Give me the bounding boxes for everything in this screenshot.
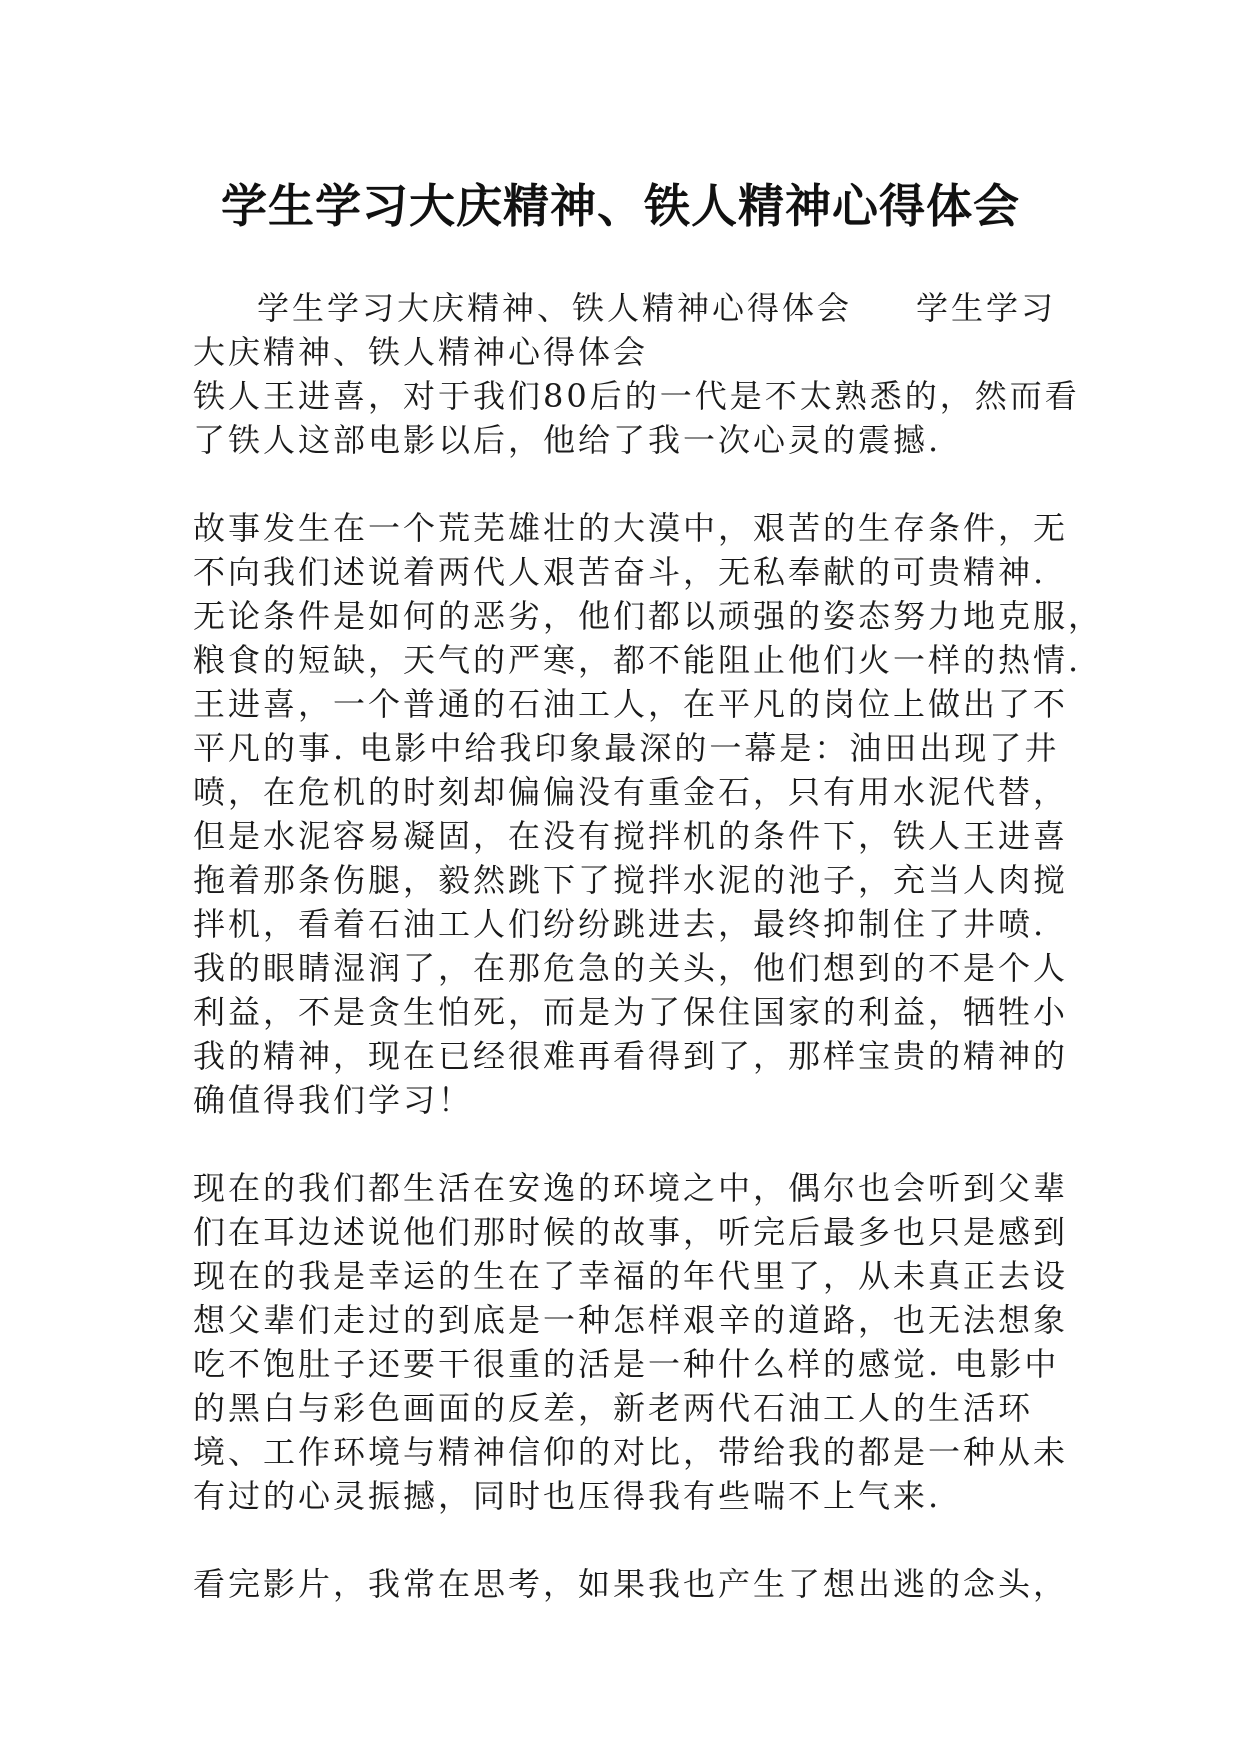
text-line: 拌机，看着石油工人们纷纷跳进去，最终抑制住了井喷.	[193, 905, 1047, 943]
text-line: 故事发生在一个荒芜雄壮的大漠中，艰苦的生存条件，无	[193, 509, 1069, 547]
text-line: 拖着那条伤腿，毅然跳下了搅拌水泥的池子，充当人肉搅	[193, 861, 1069, 899]
text-line: 粮食的短缺，天气的严寒，都不能阻止他们火一样的热情.	[193, 641, 1082, 679]
text-line-segment: 学生学习	[916, 289, 1057, 327]
text-line	[193, 286, 1057, 330]
text-line: 王进喜，一个普通的石油工人，在平凡的岗位上做出了不	[193, 685, 1069, 723]
text-line: 我的精神，现在已经很难再看得到了，那样宝贵的精神的	[193, 1037, 1069, 1075]
text-line: 喷，在危机的时刻却偏偏没有重金石，只有用水泥代替，	[193, 773, 1069, 811]
text-line-segment: 学生学习大庆精神、铁人精神心得体会	[257, 289, 853, 327]
paragraph-gap	[193, 462, 1038, 506]
text-line: 我的眼睛湿润了，在那危急的关头，他们想到的不是个人	[193, 949, 1069, 987]
text-line: 境、工作环境与精神信仰的对比，带给我的都是一种从未	[193, 1433, 1069, 1471]
text-line: 了铁人这部电影以后，他给了我一次心灵的震撼.	[193, 421, 942, 459]
text-line: 有过的心灵振撼，同时也压得我有些喘不上气来.	[193, 1477, 942, 1515]
text-line: 平凡的事. 电影中给我印象最深的一幕是：油田出现了井	[193, 729, 1060, 767]
page-title: 学生学习大庆精神、铁人精神心得体会	[221, 179, 1020, 233]
text-line: 现在的我们都生活在安逸的环境之中，偶尔也会听到父辈	[193, 1169, 1069, 1207]
text-line: 们在耳边述说他们那时候的故事，听完后最多也只是感到	[193, 1213, 1069, 1251]
text-line: 利益，不是贪生怕死，而是为了保住国家的利益，牺牲小	[193, 993, 1069, 1031]
text-line: 大庆精神、铁人精神心得体会	[193, 333, 649, 371]
text-line: 看完影片，我常在思考，如果我也产生了想出逃的念头，	[193, 1565, 1069, 1603]
paragraph-gap	[193, 1518, 1038, 1562]
text-line: 铁人王进喜，对于我们80后的一代是不太熟悉的，然而看	[193, 377, 1080, 415]
text-line: 但是水泥容易凝固，在没有搅拌机的条件下，铁人王进喜	[193, 817, 1069, 855]
text-line: 不向我们述说着两代人艰苦奋斗，无私奉献的可贵精神.	[193, 553, 1047, 591]
text-line: 现在的我是幸运的生在了幸福的年代里了，从未真正去设	[193, 1257, 1069, 1295]
document-body	[193, 286, 1104, 1606]
paragraph-gap	[193, 1122, 1038, 1166]
text-line: 吃不饱肚子还要干很重的活是一种什么样的感觉. 电影中	[193, 1345, 1060, 1383]
text-line: 想父辈们走过的到底是一种怎样艰辛的道路，也无法想象	[193, 1301, 1069, 1339]
text-line: 无论条件是如何的恶劣，他们都以顽强的姿态努力地克服，	[193, 597, 1104, 635]
text-line: 确值得我们学习！	[193, 1081, 474, 1119]
text-line: 的黑白与彩色画面的反差，新老两代石油工人的生活环	[193, 1389, 1034, 1427]
